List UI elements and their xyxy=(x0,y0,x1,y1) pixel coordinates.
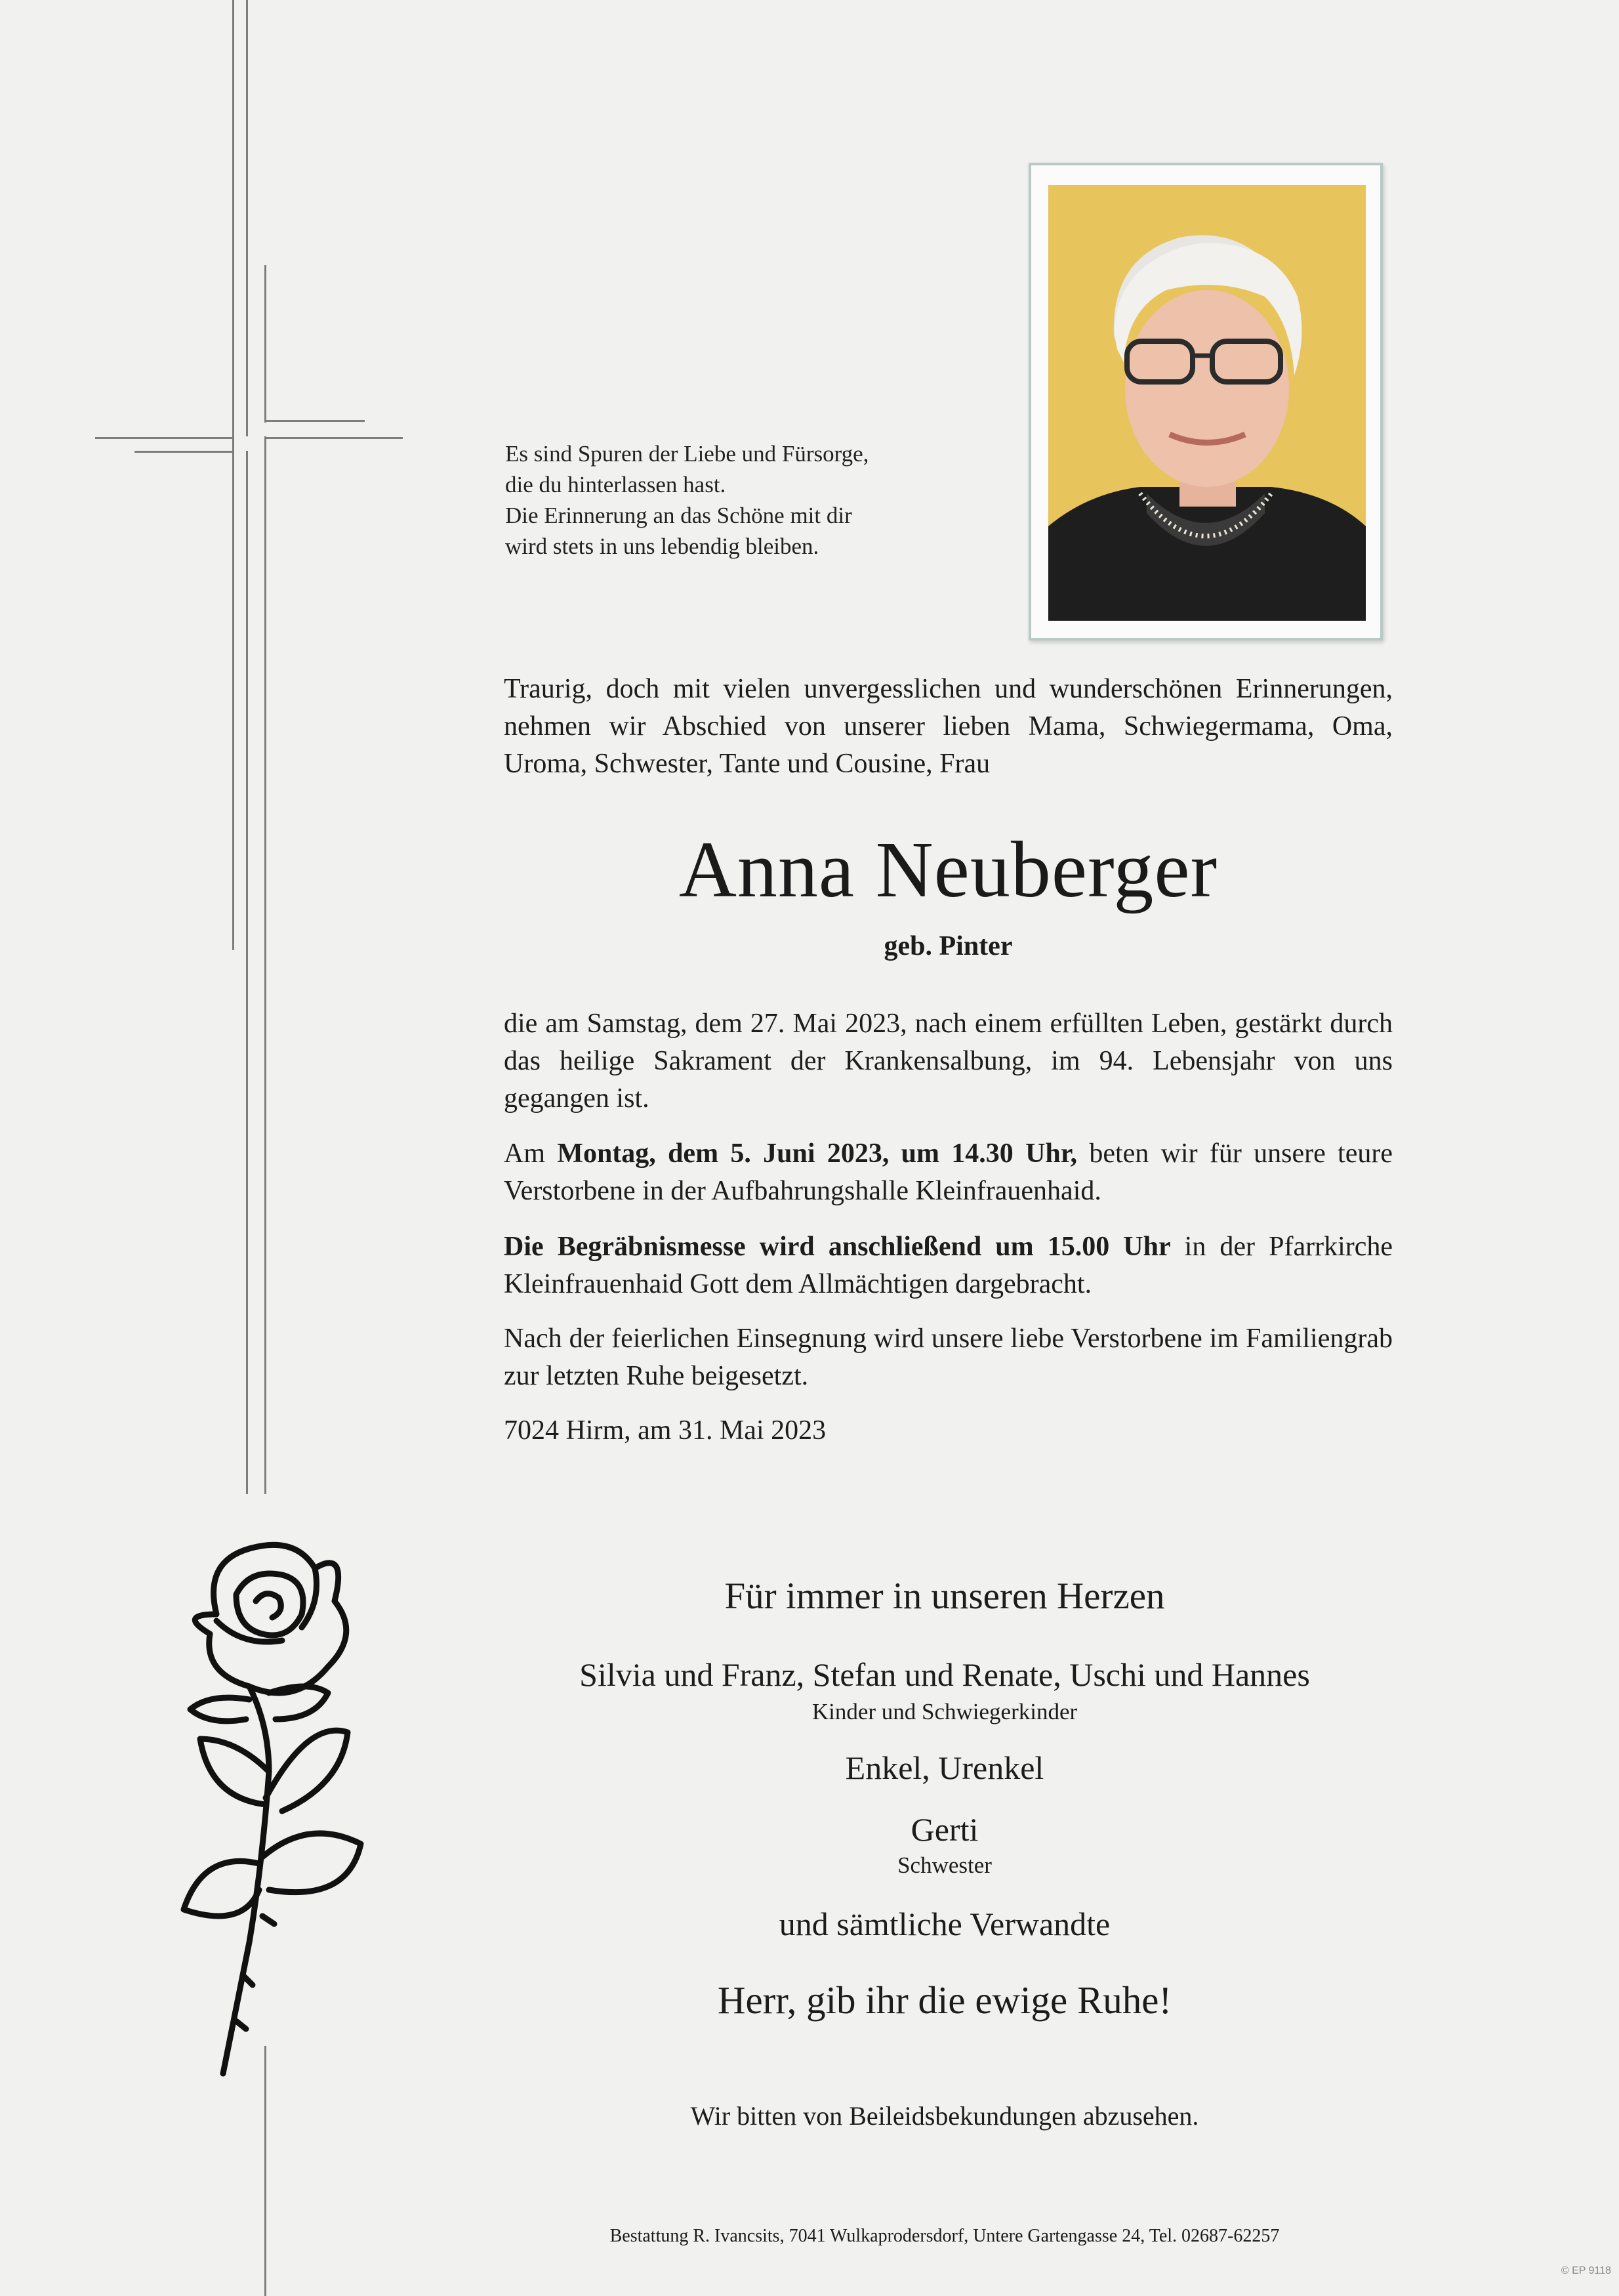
prayer-paragraph xyxy=(504,1135,1393,1210)
prayer-pre: Am xyxy=(504,1138,558,1169)
template-code: © EP 9118 xyxy=(1561,2265,1611,2276)
condolence-request: Wir bitten von Beileidsbekundungen abzusehen. xyxy=(690,2101,1199,2131)
intro-paragraph xyxy=(504,671,1393,783)
mourners-names: und sämtliche Verwandte xyxy=(779,1906,1111,1942)
portrait-frame xyxy=(1029,163,1383,640)
mass-time: Die Begräbnismesse wird anschließend um 15.00 Uhr xyxy=(504,1232,1171,1262)
burial-text: Nach der feierlichen Einsegnung wird unsere liebe Verstorbene im Familiengrab zur letzten Ruhe beigesetzt. xyxy=(504,1324,1393,1391)
mass-text xyxy=(504,1228,1393,1303)
mourners-relation: Schwester xyxy=(897,1852,992,1878)
death-paragraph xyxy=(504,1005,1393,1117)
funeral-home-footer: Bestattung R. Ivancsits, 7041 Wulkaprodersdorf, Untere Gartengasse 24, Tel. 02687-62257 xyxy=(609,2226,1280,2246)
place-date-text: 7024 Hirm, am 31. Mai 2023 xyxy=(504,1415,827,1446)
quote-line: Es sind Spuren der Liebe und Fürsorge, xyxy=(505,441,869,467)
quote-line: wird stets in uns lebendig bleiben. xyxy=(505,533,819,559)
mourners-names: Enkel, Urenkel xyxy=(845,1749,1044,1786)
mourners-names: Gerti xyxy=(911,1811,979,1848)
rose-icon xyxy=(138,1522,413,2087)
death-text: die am Samstag, dem 27. Mai 2023, nach einem erfüllten Leben, gestärkt durch das heilige Sakrament der Krankensalbung, im 94. Lebensjahr von uns gegangen ist. xyxy=(504,1009,1393,1114)
mourners-names: Silvia und Franz, Stefan und Renate, Uschi und Hannes xyxy=(579,1656,1310,1693)
mass-post: in der Pfarrkirche Kleinfrauenhaid Gott dem Allmächtigen dargebracht. xyxy=(504,1232,1393,1299)
prayer-text xyxy=(504,1135,1393,1210)
intro-text: Traurig, doch mit vielen unvergesslichen und wunderschönen Erinnerungen, nehmen wir Abschied von unserer lieben Mama, Schwiegermama, Oma, Uroma, Schwester, Tante und Cousine, Frau xyxy=(504,674,1393,779)
memorial-quote xyxy=(505,438,977,562)
quote-line: die du hinterlassen hast. xyxy=(505,472,726,497)
portrait-illustration xyxy=(1048,185,1366,621)
mourners-heading: Für immer in unseren Herzen xyxy=(724,1576,1165,1617)
mourners-relation: Kinder und Schwiegerkinder xyxy=(811,1699,1078,1724)
portrait-photo xyxy=(1048,185,1366,621)
quote-line: Die Erinnerung an das Schöne mit dir xyxy=(505,503,852,528)
prayer-post: beten wir für unsere teure Verstorbene in der Aufbahrungshalle Kleinfrauenhaid. xyxy=(504,1138,1393,1206)
burial-paragraph xyxy=(504,1320,1393,1395)
deceased-name: Anna Neuberger xyxy=(678,825,1218,914)
maiden-name: geb. Pinter xyxy=(884,931,1013,961)
mass-paragraph xyxy=(504,1228,1393,1303)
place-date xyxy=(504,1412,1393,1450)
closing-prayer: Herr, gib ihr die ewige Ruhe! xyxy=(717,1978,1172,2022)
prayer-datetime: Montag, dem 5. Juni 2023, um 14.30 Uhr, xyxy=(557,1138,1078,1169)
